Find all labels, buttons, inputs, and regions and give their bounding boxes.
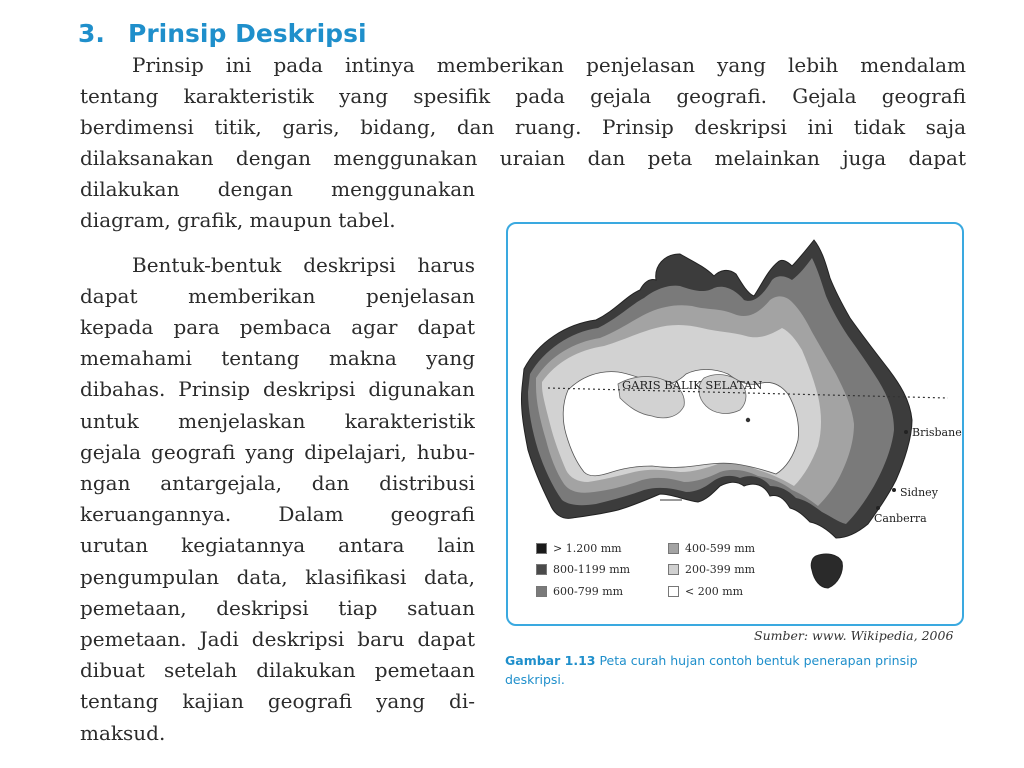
city-label-canberra: Canberra xyxy=(874,512,927,525)
legend-label: > 1.200 mm xyxy=(553,542,622,555)
legend-swatch xyxy=(536,543,547,554)
alice-springs-dot xyxy=(746,418,750,422)
sidney-dot xyxy=(892,488,896,492)
legend-label: 800-1199 mm xyxy=(553,563,631,576)
text-line: tentang kajian geografi yang di- xyxy=(80,689,475,713)
rainfall-map-figure xyxy=(506,222,964,626)
city-label-brisbane: Brisbane xyxy=(912,426,962,439)
legend-item xyxy=(536,542,622,555)
legend-swatch xyxy=(536,564,547,575)
canberra-dot xyxy=(876,506,880,510)
figure-caption xyxy=(505,651,967,689)
legend-item xyxy=(536,585,623,598)
text-line: ngan antargejala, dan distribusi xyxy=(80,471,475,495)
tasmania xyxy=(811,554,842,588)
text-line: maksud. xyxy=(80,721,166,745)
legend-item xyxy=(668,563,755,576)
text-line: Bentuk-bentuk deskripsi harus xyxy=(132,253,475,277)
text-line: pemetaan, deskripsi tiap satuan xyxy=(80,596,475,620)
legend-label: 600-799 mm xyxy=(553,585,624,598)
caption-label: Gambar 1.13 xyxy=(505,653,596,668)
text-line: kepada para pembaca agar dapat xyxy=(80,315,475,339)
text-line: gejala geografi yang dipelajari, hubu- xyxy=(80,440,475,464)
section-title xyxy=(78,19,367,48)
text-line: dilakukan dengan menggunakan xyxy=(80,177,475,201)
text-line: tentang karakteristik yang spesifik pada gejala geografi. Gejala geografi xyxy=(80,84,966,108)
caption-text: Peta curah hujan contoh bentuk penerapan prinsip deskripsi. xyxy=(505,653,918,687)
text-line: urutan kegiatannya antara lain xyxy=(80,533,475,557)
section-number: 3. xyxy=(78,18,105,48)
legend-label: 400-599 mm xyxy=(685,542,756,555)
city-label-sidney: Sidney xyxy=(900,486,938,499)
legend-item xyxy=(668,585,743,598)
text-line: Prinsip ini pada intinya memberikan penjelasan yang lebih mendalam xyxy=(132,53,966,77)
text-line: dilaksanakan dengan menggunakan uraian dan peta melainkan juga dapat xyxy=(80,146,966,170)
text-line: pengumpulan data, klasifikasi data, xyxy=(80,565,475,589)
legend-swatch xyxy=(536,586,547,597)
text-line: dibuat setelah dilakukan pemetaan xyxy=(80,658,475,682)
text-line: memahami tentang makna yang xyxy=(80,346,475,370)
legend-item xyxy=(536,563,630,576)
text-line: dapat memberikan penjelasan xyxy=(80,284,475,308)
legend-swatch xyxy=(668,543,679,554)
legend-item xyxy=(668,542,755,555)
text-line: dibahas. Prinsip deskripsi digunakan xyxy=(80,377,475,401)
legend-swatch xyxy=(668,564,679,575)
brisbane-dot xyxy=(904,430,908,434)
figure-source: Sumber: www. Wikipedia, 2006 xyxy=(754,628,954,643)
text-line: untuk menjelaskan karakteristik xyxy=(80,409,475,433)
legend-label: < 200 mm xyxy=(685,585,744,598)
tropic-label: GARIS BALIK SELATAN xyxy=(622,378,763,392)
text-line: diagram, grafik, maupun tabel. xyxy=(80,208,396,232)
text-line: keruangannya. Dalam geografi xyxy=(80,502,475,526)
section-title-text: Prinsip Deskripsi xyxy=(128,18,367,48)
legend-label: 200-399 mm xyxy=(685,563,756,576)
text-line: berdimensi titik, garis, bidang, dan ruang. Prinsip deskripsi ini tidak saja xyxy=(80,115,966,139)
legend-swatch xyxy=(668,586,679,597)
text-line: pemetaan. Jadi deskripsi baru dapat xyxy=(80,627,475,651)
